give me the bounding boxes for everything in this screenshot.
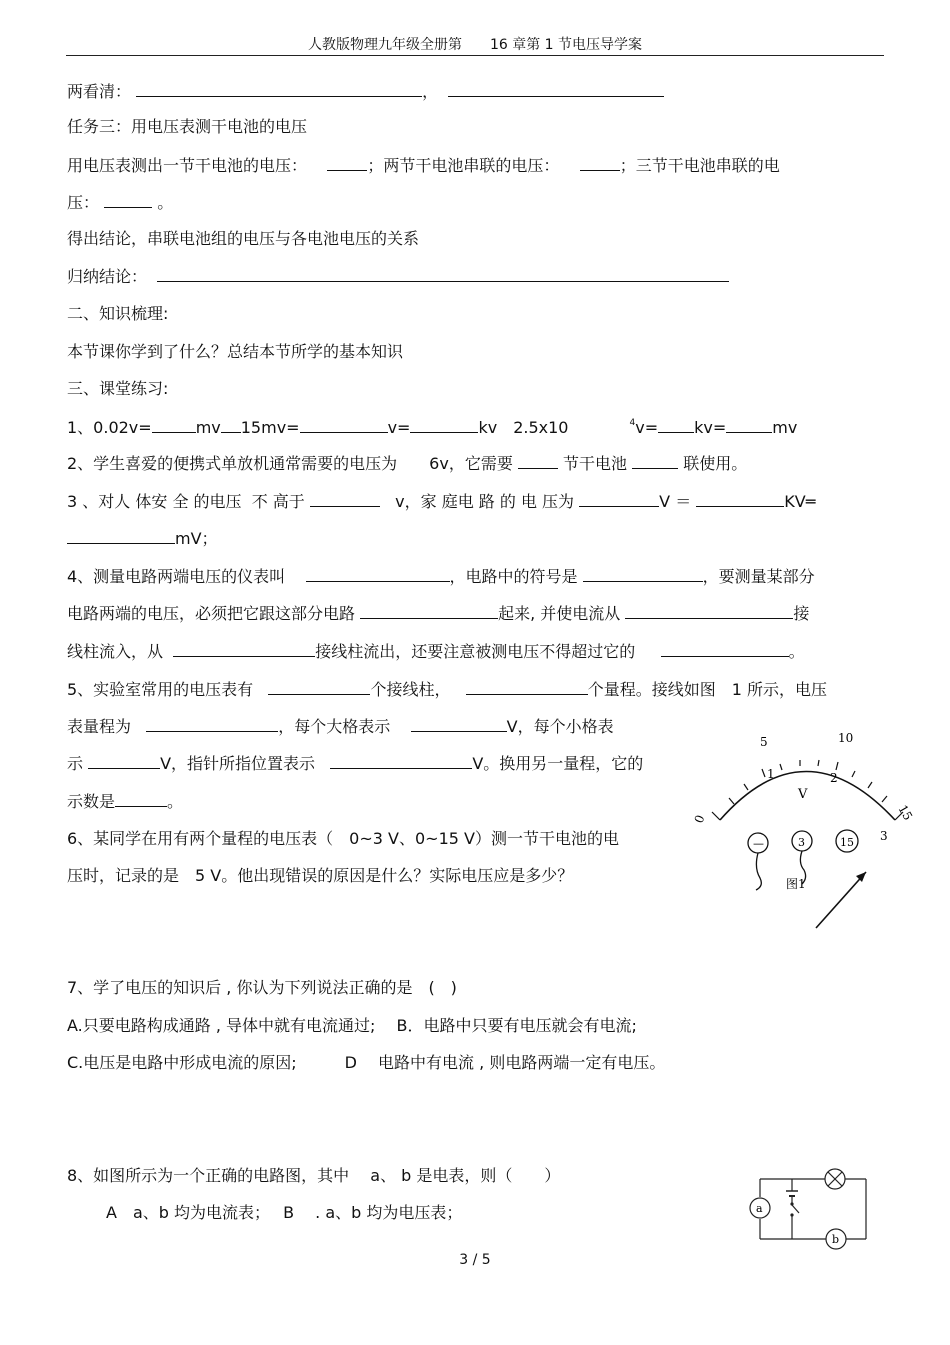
switch-contact [790, 1213, 793, 1216]
blank[interactable] [173, 640, 315, 657]
blank[interactable] [411, 715, 507, 732]
text: V，指针所指位置表示 [160, 754, 316, 773]
text: 2、学生喜爱的便携式单放机通常需要的电压为 6v，它需要 [67, 454, 513, 473]
question-2 [67, 452, 747, 475]
terminal-negative-label: — [753, 837, 764, 850]
question-3 [67, 490, 815, 513]
conclusion-prompt: 得出结论，串联电池组的电压与各电池电压的关系 [67, 229, 420, 248]
text: v，家 庭电 路 的 电 压为 [395, 492, 575, 511]
wire-left [756, 853, 761, 890]
text: 个接线柱， [370, 680, 451, 699]
text: 归纳结论： [67, 267, 148, 286]
blank[interactable] [152, 416, 196, 433]
blank[interactable] [88, 752, 160, 769]
blank[interactable] [306, 565, 450, 582]
text: V。换用另一量程，它的 [472, 754, 644, 773]
question-7: 7、学了电压的知识后 , 你认为下列说法正确的是 ( ) [67, 978, 457, 997]
question-8: 8、如图所示为一个正确的电路图，其中 a、 b 是电表，则（ ） [67, 1166, 561, 1185]
blank[interactable] [136, 80, 422, 97]
blank[interactable] [360, 602, 498, 619]
blank[interactable] [268, 678, 370, 695]
lower-label-2: 2 [830, 771, 838, 785]
text: 示数是 [67, 792, 116, 811]
text: 。 [167, 792, 184, 811]
question-4-cont [67, 602, 809, 625]
blank[interactable] [146, 715, 278, 732]
question-5-cont [67, 715, 614, 738]
text: 联使用。 [683, 454, 748, 473]
lower-label-3: 3 [880, 829, 888, 843]
text: 个量程。接线如图 1 所示，电压 [587, 680, 828, 699]
blank[interactable] [625, 602, 793, 619]
blank[interactable] [115, 790, 167, 807]
text: v= [635, 418, 659, 437]
blank[interactable] [726, 416, 772, 433]
blank[interactable] [696, 490, 784, 507]
text: 起来, 并使电流从 [498, 604, 621, 623]
scale-ticks [712, 760, 903, 820]
question-7-options-cd: C.电压是电路中形成电流的原因; D 电路中有电流 , 则电路两端一定有电压。 [67, 1053, 666, 1072]
section-two-heading: 二、知识梳理: [67, 304, 169, 323]
blank[interactable] [327, 154, 367, 171]
text: 示 [67, 754, 84, 773]
blank[interactable] [661, 640, 789, 657]
terminal-3v-label: 3 [798, 836, 805, 849]
pointer-arrow [816, 872, 866, 928]
text: 两看清： [67, 82, 132, 101]
upper-label-15: 15 [895, 802, 916, 823]
unit-label: V [798, 787, 808, 802]
blank[interactable] [448, 80, 664, 97]
header-rule [66, 55, 884, 56]
text: ；两节干电池串联的电压： [367, 156, 560, 175]
blank[interactable] [104, 191, 152, 208]
text: 电路两端的电压，必须把它跟这部分电路 [67, 604, 356, 623]
meter-b-label: b [832, 1233, 840, 1246]
text: mv [772, 418, 798, 437]
blank[interactable] [466, 678, 588, 695]
page-header: 人教版物理九年级全册第 16 章第 1 节电压导学案 [307, 37, 643, 53]
scale-zero-label: 0 [691, 813, 708, 826]
blank[interactable] [157, 265, 729, 282]
question-4-cont2 [67, 640, 805, 663]
battery-voltage-line-cont [67, 191, 173, 214]
text: ；三节干电池串联的电 [619, 156, 780, 175]
question-3-cont [67, 527, 218, 550]
blank[interactable] [221, 416, 241, 433]
text: 。 [788, 642, 805, 661]
blank[interactable] [658, 416, 694, 433]
text: mv [195, 418, 221, 437]
terminal-15v-label: 15 [840, 836, 854, 849]
figure-label: 图1 [786, 877, 806, 891]
text: 5、实验室常用的电压表有 [67, 680, 254, 699]
blank[interactable] [580, 154, 620, 171]
text: ，每个大格表示 [278, 717, 391, 736]
question-8-options: A a、b 均为电流表； B . a、b 均为电压表； [106, 1203, 463, 1222]
circuit-figure [748, 1165, 878, 1251]
blank[interactable] [300, 416, 388, 433]
text: V ＝ [659, 492, 692, 511]
text: 。 [157, 193, 174, 212]
blank[interactable] [579, 490, 659, 507]
voltmeter-figure [690, 728, 920, 938]
text: 1、0.02v= [67, 418, 152, 437]
meter-a-label: a [756, 1202, 763, 1215]
question-5-cont3 [67, 790, 183, 813]
section-two-prompt: 本节课你学到了什么？总结本节所学的基本知识 [67, 342, 404, 361]
lower-label-1: 1 [767, 767, 775, 781]
text: ， [422, 82, 439, 101]
text: 3 、对人 体安 全 的电压 不 高于 [67, 492, 305, 511]
line-two-look [67, 80, 664, 103]
blank[interactable] [518, 452, 558, 469]
blank[interactable] [632, 452, 678, 469]
question-7-options-ab: A.只要电路构成通路 , 导体中就有电流通过; B．电路中只要有电压就会有电流; [67, 1016, 637, 1035]
summary-line [67, 265, 729, 288]
scale-arc [720, 772, 895, 821]
upper-label-10: 10 [838, 731, 854, 745]
switch-blade [792, 1205, 799, 1213]
text: 表量程为 [67, 717, 132, 736]
question-1 [67, 416, 797, 442]
text: 接线柱流出，还要注意被测电压不得超过它的 [315, 642, 636, 661]
text: V，每个小格表 [506, 717, 614, 736]
blank[interactable] [310, 490, 380, 507]
page-number: 3 / 5 [459, 1252, 491, 1268]
blank[interactable] [410, 416, 478, 433]
question-5-cont2 [67, 752, 643, 775]
text: kv= [694, 418, 727, 437]
blank[interactable] [67, 527, 175, 544]
text: v= [387, 418, 411, 437]
section-three-heading: 三、课堂练习: [67, 379, 169, 398]
blank[interactable] [330, 752, 472, 769]
text: 节干电池 [563, 454, 628, 473]
text: mV； [175, 529, 218, 548]
text: KV═ [784, 492, 816, 511]
blank[interactable] [583, 565, 703, 582]
upper-label-5: 5 [760, 735, 768, 749]
battery-voltage-line [67, 154, 780, 177]
question-6-cont: 压时，记录的是 5 V。他出现错误的原因是什么？实际电压应是多少？ [67, 866, 574, 885]
text: 15mv= [240, 418, 300, 437]
text: ，要测量某部分 [702, 567, 815, 586]
text: 压： [67, 193, 100, 212]
text: 线柱流入，从 [67, 642, 164, 661]
exponent: 4 [629, 418, 636, 428]
task-three-heading: 任务三：用电压表测干电池的电压 [67, 117, 308, 136]
question-5 [67, 678, 827, 701]
text: ，电路中的符号是 [449, 567, 578, 586]
question-4 [67, 565, 815, 588]
text: kv 2.5x10 [478, 418, 569, 437]
question-6: 6、某同学在用有两个量程的电压表（ 0~3 V、0~15 V）测一节干电池的电 [67, 829, 619, 848]
text: 接 [793, 604, 810, 623]
text: 用电压表测出一节干电池的电压： [67, 156, 308, 175]
text: 4、测量电路两端电压的仪表叫 [67, 567, 286, 586]
